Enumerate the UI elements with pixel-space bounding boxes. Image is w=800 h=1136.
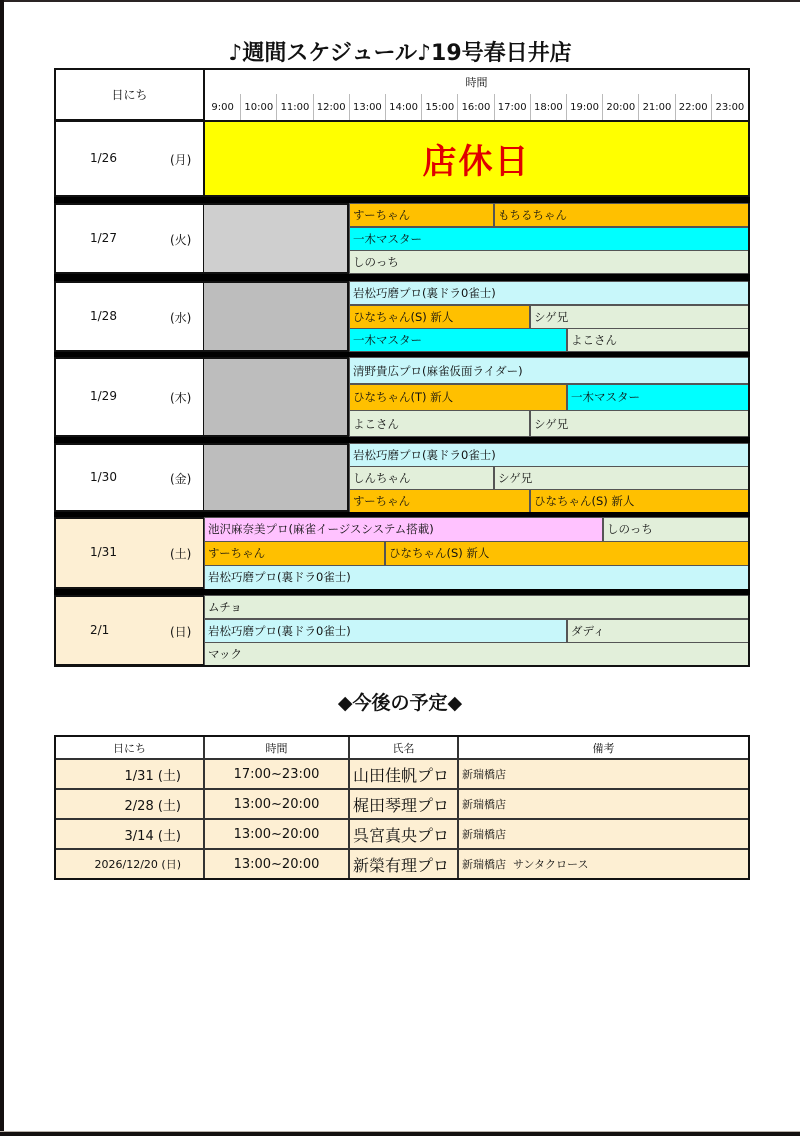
header-time: 時間 <box>203 68 750 95</box>
weekday-label: (木) <box>170 391 192 405</box>
date-cell <box>54 203 205 274</box>
time-slot-header: 22:00 <box>676 94 712 121</box>
staff-shift-bar: 一木マスター <box>567 384 749 411</box>
time-slot-header: 9:00 <box>205 94 241 121</box>
upcoming-cell-note: 新瑞橋店 <box>458 789 749 819</box>
upcoming-cell-name: 梶田琴理プロ <box>349 789 458 819</box>
upcoming-cell-note: 新瑞橋店 <box>458 819 749 849</box>
time-slot-header: 23:00 <box>712 94 748 121</box>
staff-shift-bar: よこさん <box>567 328 749 352</box>
closed-hours-block <box>204 357 349 437</box>
closed-day-banner: 店休日 <box>203 120 750 197</box>
date-cell <box>54 281 205 352</box>
time-slot-header: 10:00 <box>241 94 277 121</box>
time-slot-header: 17:00 <box>495 94 531 121</box>
staff-shift-bar: 一木マスター <box>349 328 567 352</box>
upcoming-cell-time: 13:00~20:00 <box>204 819 349 849</box>
weekday-label: (日) <box>170 624 192 639</box>
weekday-label: (土) <box>170 547 192 561</box>
date-label: 1/30 <box>90 469 117 484</box>
date-label: 1/28 <box>90 308 117 323</box>
upcoming-header-time: 時間 <box>204 736 349 759</box>
staff-shift-bar: シゲ兄 <box>494 466 749 490</box>
date-label: 1/27 <box>90 230 117 245</box>
staff-shift-bar: 池沢麻奈美プロ(麻雀イージスシステム搭載) <box>204 517 603 542</box>
upcoming-cell-name: 新榮有理プロ <box>349 849 458 879</box>
upcoming-header-note: 備考 <box>458 736 749 759</box>
staff-shift-bar: すーちゃん <box>204 541 385 566</box>
grid-right-border <box>748 203 750 274</box>
staff-shift-bar: すーちゃん <box>349 203 494 227</box>
date-cell <box>54 357 205 437</box>
page-frame-bottom <box>0 1132 800 1136</box>
date-label: 1/26 <box>90 150 117 165</box>
staff-shift-bar: シゲ兄 <box>530 305 749 329</box>
upcoming-cell-date: 1/31 (土) <box>55 759 204 789</box>
upcoming-title: ◆今後の予定◆ <box>337 692 463 714</box>
time-slot-header: 11:00 <box>277 94 313 121</box>
time-slot-header: 19:00 <box>567 94 603 121</box>
staff-shift-bar: しのっち <box>349 250 749 274</box>
upcoming-cell-name: 呉宮真央プロ <box>349 819 458 849</box>
staff-shift-bar: ひなちゃん(S) 新人 <box>385 541 749 566</box>
staff-shift-bar: ひなちゃん(S) 新人 <box>530 489 749 513</box>
time-slot-header: 15:00 <box>422 94 458 121</box>
closed-hours-block <box>204 281 349 352</box>
header-date: 日にち <box>54 68 205 121</box>
staff-shift-bar: もちるちゃん <box>494 203 749 227</box>
staff-shift-bar: しのっち <box>603 517 749 542</box>
upcoming-cell-time: 17:00~23:00 <box>204 759 349 789</box>
time-slot-header: 20:00 <box>603 94 639 121</box>
upcoming-cell-name: 山田佳帆プロ <box>349 759 458 789</box>
date-cell <box>54 120 205 197</box>
staff-shift-bar: ムチョ <box>204 595 749 619</box>
time-slot-header: 18:00 <box>531 94 567 121</box>
time-slot-header: 12:00 <box>314 94 350 121</box>
staff-shift-bar: シゲ兄 <box>530 410 749 437</box>
time-slot-header: 21:00 <box>639 94 675 121</box>
time-slot-header: 14:00 <box>386 94 422 121</box>
time-slot-header: 13:00 <box>350 94 386 121</box>
date-cell <box>54 443 205 512</box>
staff-shift-bar: 岩松巧磨プロ(裏ドラ0雀士) <box>204 619 567 643</box>
grid-right-border <box>748 281 750 352</box>
staff-shift-bar: ダディ <box>567 619 749 643</box>
page-frame-left <box>0 0 4 1136</box>
staff-shift-bar: すーちゃん <box>349 489 530 513</box>
grid-right-border <box>748 443 750 512</box>
staff-shift-bar: マック <box>204 642 749 666</box>
weekday-label: (金) <box>170 471 192 486</box>
grid-right-border <box>748 517 750 589</box>
date-cell <box>54 517 205 589</box>
grid-right-border <box>748 595 750 666</box>
closed-hours-block <box>204 203 349 274</box>
day-separator <box>54 274 750 281</box>
upcoming-header-date: 日にち <box>55 736 204 759</box>
upcoming-cell-note: 新瑞橋店 <box>458 759 749 789</box>
upcoming-cell-date: 2026/12/20 (日) <box>55 849 204 879</box>
upcoming-header-name: 氏名 <box>349 736 458 759</box>
grid-right-border <box>748 357 750 437</box>
upcoming-cell-date: 3/14 (土) <box>55 819 204 849</box>
staff-shift-bar: ひなちゃん(S) 新人 <box>349 305 530 329</box>
upcoming-cell-time: 13:00~20:00 <box>204 849 349 879</box>
page-frame-top <box>0 0 800 2</box>
date-label: 1/31 <box>90 545 117 559</box>
weekday-label: (火) <box>170 232 192 247</box>
staff-shift-bar: よこさん <box>349 410 530 437</box>
page-title: ♪週間スケジュール♪19号春日井店 <box>228 41 572 66</box>
upcoming-cell-date: 2/28 (土) <box>55 789 204 819</box>
staff-shift-bar: 岩松巧磨プロ(裏ドラ0雀士) <box>349 281 749 305</box>
upcoming-cell-note: 新瑞橋店 サンタクロース <box>458 849 749 879</box>
time-slot-header: 16:00 <box>458 94 494 121</box>
staff-shift-bar: 岩松巧磨プロ(裏ドラ0雀士) <box>349 443 749 467</box>
weekday-label: (月) <box>170 152 192 167</box>
staff-shift-bar: 岩松巧磨プロ(裏ドラ0雀士) <box>204 565 749 590</box>
date-label: 2/1 <box>90 622 110 637</box>
weekday-label: (水) <box>170 310 192 325</box>
staff-shift-bar: ひなちゃん(T) 新人 <box>349 384 567 411</box>
staff-shift-bar: 一木マスター <box>349 227 749 251</box>
closed-hours-block <box>204 443 349 512</box>
date-cell <box>54 595 205 666</box>
grid-bottom-border <box>54 665 750 667</box>
upcoming-cell-time: 13:00~20:00 <box>204 789 349 819</box>
staff-shift-bar: 清野貴広プロ(麻雀仮面ライダー) <box>349 357 749 384</box>
date-label: 1/29 <box>90 389 117 403</box>
staff-shift-bar: しんちゃん <box>349 466 494 490</box>
